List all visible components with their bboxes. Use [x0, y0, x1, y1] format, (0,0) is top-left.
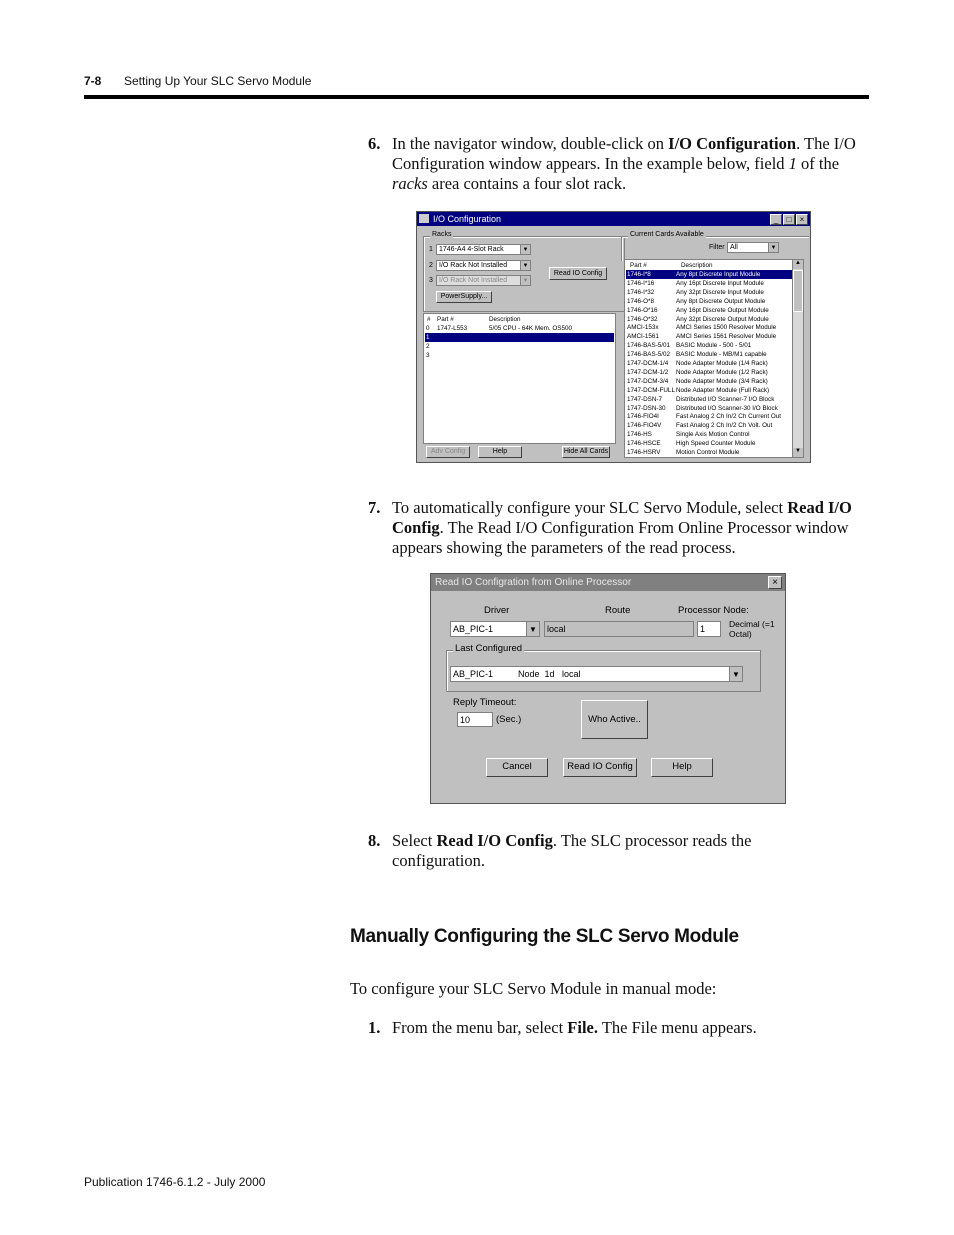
- list-item[interactable]: 1747-DCM-1/2 Node Adapter Module (1/2 Rack): [627, 368, 768, 376]
- table-header: # Part # Description: [427, 316, 521, 323]
- driver-label: Driver: [484, 605, 510, 616]
- list-item[interactable]: 1747-DSN-7 Distributed I/O Scanner-7 I/O Block: [627, 395, 775, 403]
- chevron-down-icon: ▼: [520, 276, 530, 285]
- list-item[interactable]: 1746-FIO4I Fast Analog 2 Ch In/2 Ch Current Out: [627, 413, 782, 421]
- step-text: From the menu bar, select File. The File menu appears.: [392, 1018, 757, 1037]
- scroll-up-icon: ▲: [793, 260, 803, 269]
- step-number: 8.: [368, 831, 381, 850]
- rack-number: 2: [429, 262, 433, 269]
- window-title: I/O Configuration: [433, 214, 502, 224]
- cards-list: [624, 259, 804, 458]
- footer-publication: Publication 1746-6.1.2 - July 2000: [84, 1175, 266, 1189]
- reply-timeout-label: Reply Timeout:: [453, 697, 517, 708]
- rack-number: 3: [429, 277, 433, 284]
- close-icon[interactable]: ×: [796, 214, 808, 225]
- help-button[interactable]: Help: [651, 758, 713, 777]
- chevron-down-icon: ▼: [520, 245, 530, 254]
- step-6: [368, 134, 868, 194]
- help-button[interactable]: Help: [478, 446, 522, 458]
- section-heading: Manually Configuring the SLC Servo Module: [350, 926, 739, 947]
- list-item[interactable]: 1746-I*16 Any 16pt Discrete Input Module: [627, 279, 764, 287]
- table-row[interactable]: 3: [426, 352, 430, 359]
- chapter-title: Setting Up Your SLC Servo Module: [124, 74, 312, 88]
- reply-timeout-input[interactable]: 10: [457, 712, 493, 727]
- minimize-icon[interactable]: _: [770, 214, 782, 225]
- read-io-config-dialog: [430, 573, 786, 804]
- page-number: 7-8: [84, 74, 102, 88]
- list-item[interactable]: 1746-FIO4V Fast Analog 2 Ch In/2 Ch Volt. Out: [627, 422, 773, 430]
- route-field: local: [544, 621, 694, 637]
- cards-scrollbar[interactable]: [792, 260, 803, 457]
- intro-paragraph: To configure your SLC Servo Module in manual mode:: [350, 979, 717, 998]
- rack-1-select[interactable]: 1746-A4 4-Slot Rack ▼: [436, 244, 531, 255]
- step-text: To automatically configure your SLC Servo Module, select Read I/O Config. The Read I/O Configuration From Online Processor window appears showing the parameters of the read process.: [392, 498, 852, 557]
- title-bar: [417, 212, 810, 226]
- maximize-icon[interactable]: □: [783, 214, 795, 225]
- list-item[interactable]: 1747-DSN-30 Distributed I/O Scanner-30 I/O Block: [627, 404, 778, 412]
- window-title: Read IO Configration from Online Processor: [435, 577, 632, 588]
- list-item[interactable]: 1746-O*16 Any 16pt Discrete Output Module: [627, 306, 769, 314]
- list-item[interactable]: 1746-HS Single Axis Motion Control: [627, 431, 750, 439]
- table-header: Part # Description: [630, 262, 713, 269]
- who-active-button[interactable]: Who Active..: [581, 700, 648, 739]
- cancel-button[interactable]: Cancel: [486, 758, 548, 777]
- rack-2-select[interactable]: I/O Rack Not Installed ▼: [436, 260, 531, 271]
- close-icon[interactable]: ×: [768, 576, 782, 589]
- adv-config-button[interactable]: Adv Config: [426, 446, 470, 458]
- title-bar: [431, 574, 785, 591]
- scroll-down-icon: ▼: [793, 448, 803, 457]
- chevron-down-icon: ▼: [520, 261, 530, 270]
- list-item[interactable]: AMCI-153x AMCI Series 1500 Resolver Module: [627, 324, 777, 332]
- racks-label: Racks: [432, 231, 452, 238]
- step-number: 7.: [368, 498, 381, 517]
- list-item[interactable]: 1747-DCM-3/4 Node Adapter Module (3/4 Rack): [627, 377, 768, 385]
- step-1: [368, 1018, 868, 1038]
- list-item[interactable]: 1746-O*8 Any 8pt Discrete Output Module: [627, 297, 766, 305]
- filter-label: Filter: [709, 244, 725, 251]
- step-text: In the navigator window, double-click on I/O Configuration. The I/O Configuration window appears. In the example below, field 1 of the racks area contains a four slot rack.: [392, 134, 856, 193]
- step-text: Select Read I/O Config. The SLC processor reads the configuration.: [392, 831, 752, 870]
- power-supply-button[interactable]: PowerSupply...: [436, 291, 492, 303]
- list-item[interactable]: 1746-O*32 Any 32pt Discrete Output Module: [627, 315, 769, 323]
- chevron-down-icon: ▼: [768, 243, 778, 252]
- read-io-config-button[interactable]: Read IO Config: [563, 758, 637, 777]
- list-item[interactable]: 1747-DCM-1/4 Node Adapter Module (1/4 Rack): [627, 360, 768, 367]
- last-configured-label: Last Configured: [455, 643, 523, 654]
- list-item[interactable]: 1746-HSRV Motion Control Module: [627, 449, 740, 456]
- step-number: 1.: [368, 1018, 381, 1037]
- processor-node-label: Processor Node:: [678, 605, 749, 616]
- header-rule: [84, 95, 869, 99]
- chevron-down-icon: ▼: [729, 667, 742, 681]
- driver-select[interactable]: AB_PIC-1 ▼: [450, 621, 540, 637]
- step-number: 6.: [368, 134, 381, 153]
- filter-select[interactable]: All ▼: [727, 242, 779, 253]
- last-configured-select[interactable]: AB_PIC-1 Node 1d local ▼: [450, 666, 743, 682]
- decimal-note: Decimal (=1 Octal): [729, 619, 775, 639]
- table-row[interactable]: 2: [426, 343, 430, 350]
- io-configuration-window: [416, 211, 811, 463]
- list-item[interactable]: 1746-BAS-5/01 BASIC Module - 500 - 5/01: [627, 342, 752, 350]
- table-row[interactable]: 1: [425, 333, 614, 342]
- route-label: Route: [605, 605, 631, 616]
- sec-label: (Sec.): [496, 714, 522, 725]
- list-item[interactable]: AMCI-1561 AMCI Series 1561 Resolver Module: [627, 333, 777, 341]
- step-7: [368, 498, 868, 558]
- rack-3-select[interactable]: I/O Rack Not Installed ▼: [436, 275, 531, 286]
- app-icon: [419, 214, 429, 223]
- list-item[interactable]: 1746-BAS-5/02 BASIC Module - MB/M1 capable: [627, 351, 767, 359]
- processor-node-input[interactable]: 1: [697, 621, 721, 637]
- list-item[interactable]: 1746-HSCE High Speed Counter Module: [627, 440, 756, 448]
- rack-number: 1: [429, 246, 433, 253]
- table-row[interactable]: 0 1747-L553 5/05 CPU - 64K Mem. OS500: [426, 325, 572, 332]
- hide-all-cards-button[interactable]: Hide All Cards: [562, 446, 610, 458]
- step-8: [368, 831, 868, 871]
- current-cards-label: Current Cards Available: [630, 231, 704, 238]
- list-item[interactable]: 1746-I*8 Any 8pt Discrete Input Module: [626, 270, 792, 279]
- list-item[interactable]: 1747-DCM-FULL Node Adapter Module (Full Rack): [627, 386, 770, 394]
- scroll-thumb: [793, 270, 803, 312]
- read-io-config-button[interactable]: Read IO Config: [549, 267, 607, 280]
- list-item[interactable]: 1746-I*32 Any 32pt Discrete Input Module: [627, 288, 764, 296]
- slots-table: [423, 313, 616, 444]
- chevron-down-icon: ▼: [526, 622, 539, 636]
